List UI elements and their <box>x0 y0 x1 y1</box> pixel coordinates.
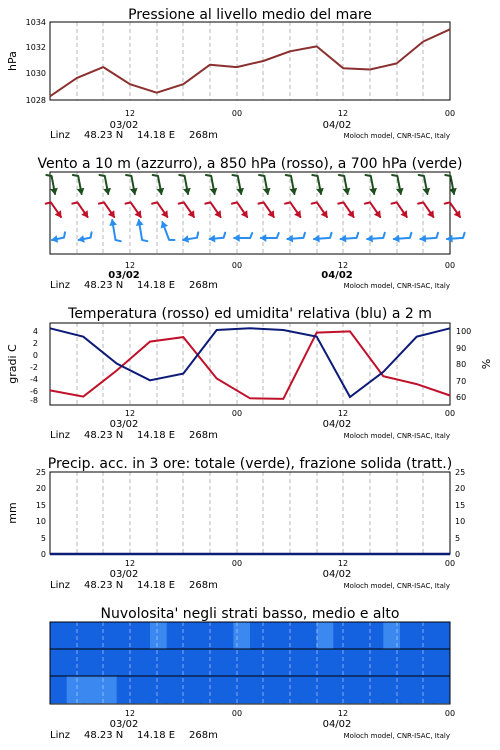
wind-barb-850hpa <box>445 202 460 217</box>
wind-barb-10m <box>420 233 438 242</box>
hour-tick: 00 <box>444 709 456 718</box>
location-lon: 14.18 E <box>137 280 176 291</box>
cloud-cell <box>50 622 67 649</box>
cloud-cell <box>317 676 334 703</box>
cloud-cell <box>83 622 100 649</box>
wind-gridlines <box>77 172 423 254</box>
precipitation-yticks-right <box>455 468 465 559</box>
wind-barb-10m <box>161 222 174 240</box>
cloud-cell <box>67 622 84 649</box>
precipitation-ylabel: mm <box>6 502 19 524</box>
pressure-xticks <box>110 109 456 131</box>
humidity-ytick: 70 <box>456 377 467 386</box>
cloud-cell <box>267 649 284 676</box>
wind-barb-700hpa <box>259 175 270 194</box>
precipitation-ytick: 20 <box>35 484 46 493</box>
wind-barb-700hpa <box>46 175 57 194</box>
cloud-cell <box>250 649 267 676</box>
cloud-cell <box>150 622 167 649</box>
precipitation-ytick: 0 <box>455 550 461 559</box>
wind-barb-700hpa <box>419 175 430 194</box>
cloud-cell <box>217 622 234 649</box>
wind-barb-850hpa <box>365 202 380 217</box>
cloud-cell <box>167 622 184 649</box>
cloud-cell <box>250 622 267 649</box>
date-label: 03/02 <box>108 270 140 281</box>
cloud-cell <box>400 622 417 649</box>
hour-tick: 00 <box>444 109 456 118</box>
cloud-cell <box>400 649 417 676</box>
cloud-cell <box>383 622 400 649</box>
pressure-ytick: 1034 <box>25 18 46 27</box>
location-elevation: 268m <box>189 130 218 141</box>
wind-barb-850hpa <box>205 202 220 217</box>
cloud-cell <box>167 676 184 703</box>
wind-barb-700hpa <box>392 175 403 194</box>
wind-barb-700hpa <box>233 175 244 194</box>
wind-barb-10m <box>341 233 359 242</box>
precipitation-gridlines <box>77 472 423 554</box>
wind-barb-850hpa <box>179 202 194 217</box>
hour-tick: 12 <box>337 559 349 568</box>
precipitation-title: Precip. acc. in 3 ore: totale (verde), frazione solida (tratt.) <box>47 456 453 472</box>
cloud-cell <box>200 676 217 703</box>
wind-barb-10m <box>183 232 198 242</box>
hour-tick: 12 <box>124 709 136 718</box>
temperature-ytick: -8 <box>30 396 38 405</box>
hour-tick: 00 <box>231 261 243 270</box>
date-label: 04/02 <box>322 120 352 131</box>
cloud-cell <box>167 649 184 676</box>
hour-tick: 12 <box>337 709 349 718</box>
cloud-cell <box>183 676 200 703</box>
wind-barb-850hpa <box>72 202 87 217</box>
cloud-cell <box>233 622 250 649</box>
wind-xticks <box>108 261 455 281</box>
wind-barb-700hpa <box>206 175 217 194</box>
wind-barb-10m <box>314 233 332 242</box>
wind-barb-850hpa <box>152 202 167 217</box>
hour-tick: 12 <box>337 409 349 418</box>
wind-barb-850hpa <box>285 202 300 217</box>
temperature-ylabel: gradi C <box>6 344 19 384</box>
wind-location <box>50 280 450 291</box>
wind-barb-10m <box>137 220 148 241</box>
location-name: Linz <box>50 280 70 291</box>
temperature-title: Temperatura (rosso) ed umidita' relativa (blu) a 2 m <box>68 306 432 322</box>
location-lat: 48.23 N <box>84 280 124 291</box>
cloud-cell <box>367 676 384 703</box>
wind-barb-700hpa <box>286 175 297 194</box>
pressure-ylabel: hPa <box>6 51 19 71</box>
wind-barb-10m <box>110 220 121 241</box>
temperature-xticks <box>110 409 456 430</box>
precipitation-ytick: 25 <box>35 468 46 477</box>
cloud-cell <box>117 649 134 676</box>
date-label: 03/02 <box>109 569 139 580</box>
humidity-ytick: 80 <box>456 360 467 369</box>
hour-tick: 00 <box>444 261 456 270</box>
hour-tick: 00 <box>231 409 243 418</box>
temperature-humidity-series <box>50 328 450 399</box>
hour-tick: 00 <box>231 709 243 718</box>
temperature-yticks <box>30 327 38 405</box>
wind-barb-700hpa <box>339 175 350 194</box>
temperature-ytick: -2 <box>30 363 38 372</box>
precipitation-ytick: 5 <box>40 534 46 543</box>
cloud-cells <box>50 622 451 703</box>
wind-barb-10m <box>210 233 226 242</box>
location-elevation: 268m <box>189 580 218 591</box>
location-lon: 14.18 E <box>137 430 176 441</box>
humidity-ytick: 60 <box>456 393 467 402</box>
cloud-cell <box>200 649 217 676</box>
hour-tick: 12 <box>337 261 349 270</box>
wind-barb-850hpa <box>418 202 433 217</box>
cloud-cell <box>383 649 400 676</box>
wind-barb-700hpa <box>126 175 137 194</box>
cloud-cell <box>333 649 350 676</box>
cloud-cell <box>67 649 84 676</box>
wind-barb-700hpa <box>153 175 164 194</box>
cloud-cell <box>317 649 334 676</box>
wind-barb-10m <box>394 233 412 242</box>
cloud-cell <box>417 622 434 649</box>
precipitation-xticks <box>110 559 456 580</box>
cloud-cell <box>133 676 150 703</box>
wind-barb-700hpa <box>445 175 456 194</box>
date-label: 04/02 <box>321 270 353 281</box>
wind-barb-10m <box>367 233 385 242</box>
location-lon: 14.18 E <box>137 730 176 741</box>
cloud-cell <box>400 676 417 703</box>
temperature-ytick: -6 <box>30 387 38 396</box>
cloud-cell <box>133 622 150 649</box>
cloud-cell <box>67 676 84 703</box>
precipitation-yticks-left <box>36 468 46 559</box>
date-label: 04/02 <box>322 569 352 580</box>
model-credit: Moloch model, CNR-ISAC, Italy <box>343 432 450 440</box>
cloud-cell <box>117 622 134 649</box>
temperature-ytick: -4 <box>30 375 38 384</box>
cloud-cell <box>333 676 350 703</box>
location-lat: 48.23 N <box>84 430 124 441</box>
wind-frame <box>50 172 450 254</box>
precipitation-panel <box>6 456 465 591</box>
wind-barb-700hpa <box>179 175 190 194</box>
precipitation-ytick: 20 <box>455 484 466 493</box>
precipitation-ytick: 15 <box>455 501 466 510</box>
cloud-cell <box>367 649 384 676</box>
cloud-cell <box>267 676 284 703</box>
wind-barb-850hpa <box>99 202 114 217</box>
pressure-yticks <box>26 18 46 105</box>
cloud-cell <box>200 622 217 649</box>
cloud-cell <box>350 622 367 649</box>
cloud-cell <box>283 649 300 676</box>
cloud-cell <box>267 622 284 649</box>
pressure-gridlines <box>77 22 423 100</box>
cloud-cell <box>233 649 250 676</box>
date-label: 03/02 <box>109 120 139 131</box>
cloud-cell <box>217 649 234 676</box>
cloud-cell <box>367 622 384 649</box>
cloud-cell <box>283 676 300 703</box>
location-name: Linz <box>50 430 70 441</box>
cloud-cell <box>417 649 434 676</box>
precipitation-ytick: 0 <box>40 550 46 559</box>
cloud-cell <box>150 676 167 703</box>
cloud-cell <box>300 622 317 649</box>
cloud-cell <box>133 649 150 676</box>
cloud-cell <box>117 676 134 703</box>
pressure-ytick: 1028 <box>25 96 46 105</box>
wind-barb-850hpa <box>232 202 247 217</box>
cloud-title: Nuvolosita' negli strati basso, medio e alto <box>100 606 400 622</box>
cloud-cell <box>433 622 450 649</box>
cloud-panel <box>50 606 455 741</box>
precipitation-ytick: 15 <box>35 501 46 510</box>
wind-barb-10m <box>261 233 279 241</box>
location-elevation: 268m <box>189 280 218 291</box>
location-lon: 14.18 E <box>137 580 176 591</box>
location-name: Linz <box>50 730 70 741</box>
pressure-panel <box>6 7 455 141</box>
cloud-cell <box>183 622 200 649</box>
hour-tick: 12 <box>124 409 136 418</box>
temperature-gridlines <box>77 323 423 405</box>
cloud-cell <box>250 676 267 703</box>
date-label: 03/02 <box>109 719 139 730</box>
humidity-line <box>50 328 450 397</box>
wind-barb-850hpa <box>338 202 353 217</box>
model-credit: Moloch model, CNR-ISAC, Italy <box>343 582 450 590</box>
wind-barb-850hpa <box>46 202 61 217</box>
cloud-location <box>50 730 450 741</box>
humidity-ylabel: % <box>480 358 493 370</box>
cloud-cell <box>83 649 100 676</box>
pressure-location <box>50 130 450 141</box>
pressure-ytick: 1032 <box>25 43 46 52</box>
cloud-cell <box>317 622 334 649</box>
temperature-panel <box>6 306 493 441</box>
precipitation-frame <box>50 472 450 554</box>
location-lat: 48.23 N <box>84 130 124 141</box>
cloud-cell <box>217 676 234 703</box>
cloud-cell <box>50 676 67 703</box>
cloud-cell <box>350 676 367 703</box>
wind-barb-10m <box>287 233 305 242</box>
cloud-cell <box>300 676 317 703</box>
hour-tick: 12 <box>337 109 349 118</box>
wind-barbs <box>46 175 465 242</box>
cloud-cell <box>417 676 434 703</box>
temperature-ytick: 4 <box>32 327 38 336</box>
date-label: 04/02 <box>322 419 352 430</box>
precipitation-location <box>50 580 450 591</box>
pressure-ytick: 1030 <box>25 69 46 78</box>
cloud-cell <box>233 676 250 703</box>
temperature-ytick: 0 <box>32 351 38 360</box>
cloud-cell <box>300 649 317 676</box>
wind-barb-850hpa <box>312 202 327 217</box>
hour-tick: 12 <box>124 109 136 118</box>
location-lon: 14.18 E <box>137 130 176 141</box>
date-label: 04/02 <box>322 719 352 730</box>
cloud-cell <box>83 676 100 703</box>
location-lat: 48.23 N <box>84 730 124 741</box>
wind-barb-700hpa <box>366 175 377 194</box>
cloud-cell <box>50 649 67 676</box>
cloud-xticks <box>110 709 456 730</box>
hour-tick: 00 <box>231 559 243 568</box>
wind-title: Vento a 10 m (azzurro), a 850 hPa (rosso), a 700 hPa (verde) <box>37 156 463 172</box>
location-lat: 48.23 N <box>84 580 124 591</box>
cloud-cell <box>433 649 450 676</box>
location-name: Linz <box>50 130 70 141</box>
precipitation-ytick: 5 <box>455 534 461 543</box>
cloud-cell <box>183 649 200 676</box>
model-credit: Moloch model, CNR-ISAC, Italy <box>343 282 450 290</box>
precipitation-ytick: 25 <box>455 468 466 477</box>
humidity-ytick: 90 <box>456 344 467 353</box>
hour-tick: 00 <box>444 559 456 568</box>
location-elevation: 268m <box>189 730 218 741</box>
pressure-line <box>50 29 450 96</box>
date-label: 03/02 <box>109 419 139 430</box>
cloud-cell <box>433 676 450 703</box>
pressure-frame <box>50 22 450 100</box>
location-name: Linz <box>50 580 70 591</box>
wind-barb-700hpa <box>100 175 111 194</box>
wind-barb-850hpa <box>126 202 141 217</box>
hour-tick: 12 <box>124 559 136 568</box>
temperature-location <box>50 430 450 441</box>
pressure-title: Pressione al livello medio del mare <box>128 7 372 23</box>
location-elevation: 268m <box>189 430 218 441</box>
wind-barb-700hpa <box>73 175 84 194</box>
humidity-ytick: 100 <box>456 327 472 336</box>
model-credit: Moloch model, CNR-ISAC, Italy <box>343 132 450 140</box>
wind-barb-850hpa <box>392 202 407 217</box>
humidity-yticks <box>456 327 471 402</box>
cloud-cell <box>333 622 350 649</box>
wind-barb-850hpa <box>259 202 274 217</box>
cloud-cell <box>383 676 400 703</box>
precipitation-ytick: 10 <box>35 517 46 526</box>
cloud-cell <box>150 649 167 676</box>
precipitation-ytick: 10 <box>455 517 466 526</box>
hour-tick: 00 <box>231 109 243 118</box>
wind-barb-10m <box>79 232 92 242</box>
wind-barb-10m <box>234 233 252 241</box>
cloud-cell <box>350 649 367 676</box>
hour-tick: 12 <box>124 261 136 270</box>
cloud-cell <box>283 622 300 649</box>
wind-barb-10m <box>52 232 65 242</box>
wind-panel <box>37 156 464 291</box>
hour-tick: 00 <box>444 409 456 418</box>
model-credit: Moloch model, CNR-ISAC, Italy <box>343 732 450 740</box>
pressure-series <box>50 29 450 96</box>
temperature-ytick: 2 <box>32 339 38 348</box>
wind-barb-700hpa <box>312 175 323 194</box>
